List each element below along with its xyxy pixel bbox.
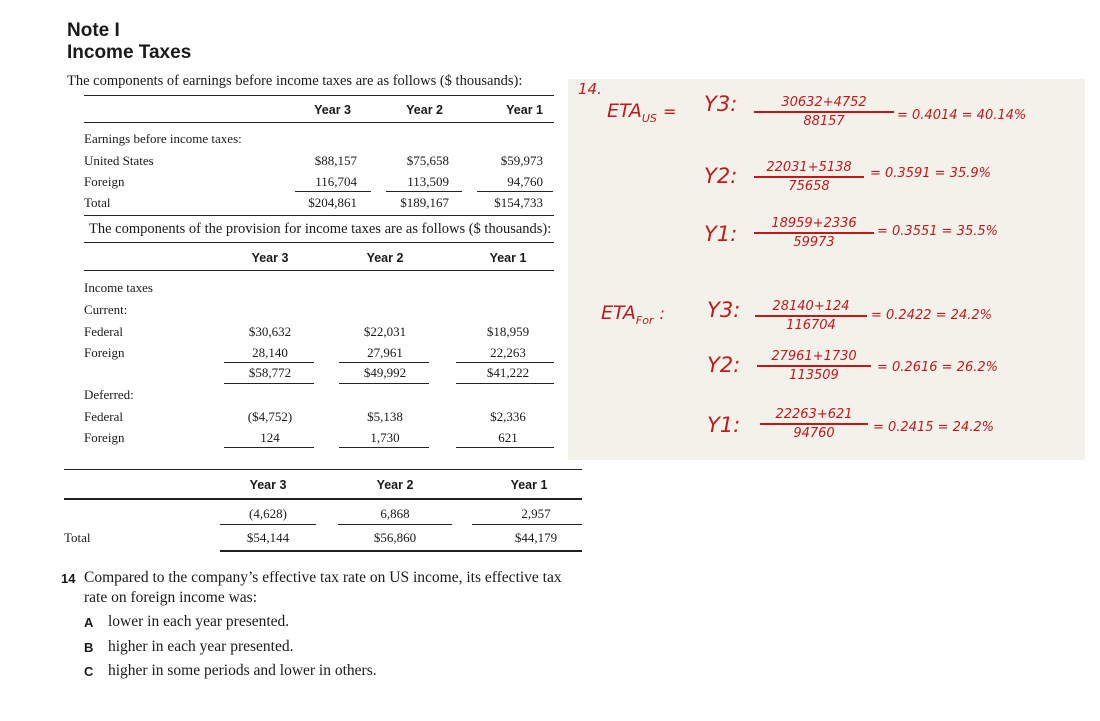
us-y3-label: Y3: — [704, 92, 738, 116]
table-cell: $30,632 — [248, 324, 292, 339]
provision-header-year1: Year 1 — [489, 251, 527, 265]
for-y3-result: = 0.2422 = 24.2% — [871, 308, 992, 323]
table-row-label: United States — [84, 153, 154, 168]
table-row-label: Foreign — [84, 430, 125, 445]
table-cell: $59,973 — [500, 153, 543, 168]
eta-us-sub: US — [641, 111, 657, 125]
us-y3-fraction — [754, 95, 894, 129]
provision-top-rule — [84, 242, 554, 243]
table-cell: 22,263 — [490, 345, 526, 360]
table-cell: 621 — [498, 430, 518, 445]
current-label: Current: — [84, 302, 128, 317]
eta-for-colon: : — [659, 304, 665, 323]
earnings-top-rule — [84, 95, 554, 96]
earnings-intro: The components of earnings before income taxes are as follows ($ thousands): — [67, 73, 523, 89]
us-y2-result: = 0.3591 = 35.9% — [870, 166, 991, 181]
note-title-line2: Income Taxes — [67, 42, 192, 63]
for-y2-denominator: 113509 — [789, 368, 839, 383]
us-y1-fraction — [754, 216, 874, 250]
earnings-header-year2: Year 2 — [406, 103, 443, 117]
summary-header-year3: Year 3 — [249, 478, 287, 492]
for-y1-fraction — [760, 407, 868, 441]
table-cell: $22,031 — [363, 324, 407, 339]
earnings-bottom-rule — [84, 215, 554, 216]
subtotal-rule — [386, 191, 462, 192]
table-cell: $204,861 — [308, 195, 357, 210]
us-y3-result: = 0.4014 = 40.14% — [897, 108, 1027, 123]
earnings-header-rule — [84, 122, 554, 123]
earnings-header-year3: Year 3 — [314, 103, 351, 117]
option-a-letter[interactable]: A — [84, 615, 94, 630]
eta-for-label-text: ETA — [601, 302, 636, 324]
for-y3-denominator: 116704 — [786, 318, 836, 333]
subtotal-rule — [456, 383, 554, 384]
for-y1-label: Y1: — [707, 413, 741, 437]
subtotal-rule — [339, 362, 429, 363]
note-title — [67, 20, 191, 64]
eta-us-label — [607, 100, 676, 125]
table-cell: $75,658 — [406, 153, 449, 168]
us-y2-label: Y2: — [704, 164, 738, 188]
us-y1-result: = 0.3551 = 35.5% — [877, 224, 998, 239]
for-y3-label: Y3: — [707, 298, 741, 322]
question-text-line2: rate on foreign income was: — [84, 589, 258, 606]
subtotal-rule — [295, 191, 371, 192]
grand-total-cell: $44,179 — [514, 530, 558, 545]
for-y1-result: = 0.2415 = 24.2% — [873, 420, 994, 435]
subtotal-rule — [224, 383, 314, 384]
table-cell: 28,140 — [252, 345, 288, 360]
total-label: Total — [64, 530, 91, 545]
earnings-header-year1: Year 1 — [506, 103, 543, 117]
for-y1-denominator: 94760 — [793, 426, 835, 441]
provision-intro: The components of the provision for income taxes are as follows ($ thousands): — [89, 221, 552, 237]
for-y2-result: = 0.2616 = 26.2% — [877, 360, 998, 375]
deferred-label: Deferred: — [84, 387, 134, 402]
subtotal-rule — [456, 362, 554, 363]
option-a-text[interactable]: lower in each year presented. — [108, 613, 290, 630]
us-y1-numerator: 18959+2336 — [754, 216, 874, 234]
deferred-total-cell: (4,628) — [249, 506, 287, 521]
option-c-text[interactable]: higher in some periods and lower in others. — [108, 662, 377, 679]
provision-header-rule — [84, 270, 554, 271]
table-cell: $189,167 — [400, 195, 449, 210]
grand-total-cell: $54,144 — [246, 530, 290, 545]
question-number: 14 — [61, 571, 76, 586]
provision-header-year3: Year 3 — [251, 251, 289, 265]
for-y1-numerator: 22263+621 — [760, 407, 868, 425]
us-y3-numerator: 30632+4752 — [754, 95, 894, 113]
for-y3-fraction — [755, 299, 867, 333]
summary-top-rule — [64, 469, 582, 470]
summary-header-year2: Year 2 — [376, 478, 414, 492]
us-y1-label: Y1: — [704, 222, 738, 246]
note-title-line1: Note I — [67, 20, 120, 41]
table-cell: $88,157 — [314, 153, 357, 168]
for-y2-label: Y2: — [707, 353, 741, 377]
eta-for-label — [601, 302, 665, 327]
eta-for-sub: For — [635, 313, 654, 327]
current-total-cell: $49,992 — [363, 365, 407, 380]
us-y2-fraction — [754, 160, 864, 194]
table-cell: $18,959 — [486, 324, 530, 339]
subtotal-rule — [338, 524, 452, 525]
handwritten-notes-panel — [568, 79, 1085, 460]
for-y2-numerator: 27961+1730 — [757, 349, 871, 367]
table-row-label: Foreign — [84, 345, 125, 360]
grand-total-rule — [220, 550, 582, 552]
summary-header-rule — [64, 498, 582, 500]
option-b-text[interactable]: higher in each year presented. — [108, 638, 294, 655]
subtotal-rule — [224, 362, 314, 363]
current-total-cell: $58,772 — [248, 365, 292, 380]
subtotal-rule — [339, 383, 429, 384]
us-y3-denominator: 88157 — [803, 114, 845, 129]
grand-total-cell: $56,860 — [373, 530, 417, 545]
table-cell: 113,509 — [407, 174, 449, 189]
deferred-total-cell: 6,868 — [380, 506, 410, 521]
table-cell: 94,760 — [507, 174, 543, 189]
summary-header-year1: Year 1 — [510, 478, 548, 492]
subtotal-rule — [224, 447, 314, 448]
us-y1-denominator: 59973 — [793, 235, 835, 250]
table-cell: ($4,752) — [247, 409, 293, 424]
subtotal-rule — [339, 447, 429, 448]
provision-header-year2: Year 2 — [366, 251, 404, 265]
table-cell: 116,704 — [315, 174, 357, 189]
subtotal-rule — [220, 524, 316, 525]
table-row-label: Foreign — [84, 174, 125, 189]
table-cell: $2,336 — [490, 409, 526, 424]
us-y2-denominator: 75658 — [788, 179, 830, 194]
for-y2-fraction — [757, 349, 871, 383]
table-cell: $154,733 — [494, 195, 543, 210]
us-y2-numerator: 22031+5138 — [754, 160, 864, 178]
table-cell: 27,961 — [367, 345, 403, 360]
subtotal-rule — [472, 524, 582, 525]
table-cell: 124 — [260, 430, 280, 445]
question-text-line1: Compared to the company’s effective tax rate on US income, its effective tax — [84, 569, 562, 586]
table-row-label: Federal — [84, 324, 123, 339]
option-b-letter[interactable]: B — [84, 640, 94, 655]
notes-question-number: 14. — [578, 80, 602, 98]
table-cell: 1,730 — [370, 430, 400, 445]
option-c-letter[interactable]: C — [84, 664, 94, 679]
deferred-total-cell: 2,957 — [521, 506, 551, 521]
earnings-section-label: Earnings before income taxes: — [84, 131, 242, 146]
subtotal-rule — [456, 447, 554, 448]
eta-us-label-text: ETA — [607, 100, 642, 122]
table-row-label: Total — [84, 195, 111, 210]
table-cell: $5,138 — [367, 409, 403, 424]
table-row-label: Federal — [84, 409, 123, 424]
income-taxes-label: Income taxes — [84, 280, 153, 295]
eta-us-equals: = — [662, 102, 677, 121]
for-y3-numerator: 28140+124 — [755, 299, 867, 317]
subtotal-rule — [477, 191, 553, 192]
current-total-cell: $41,222 — [486, 365, 530, 380]
